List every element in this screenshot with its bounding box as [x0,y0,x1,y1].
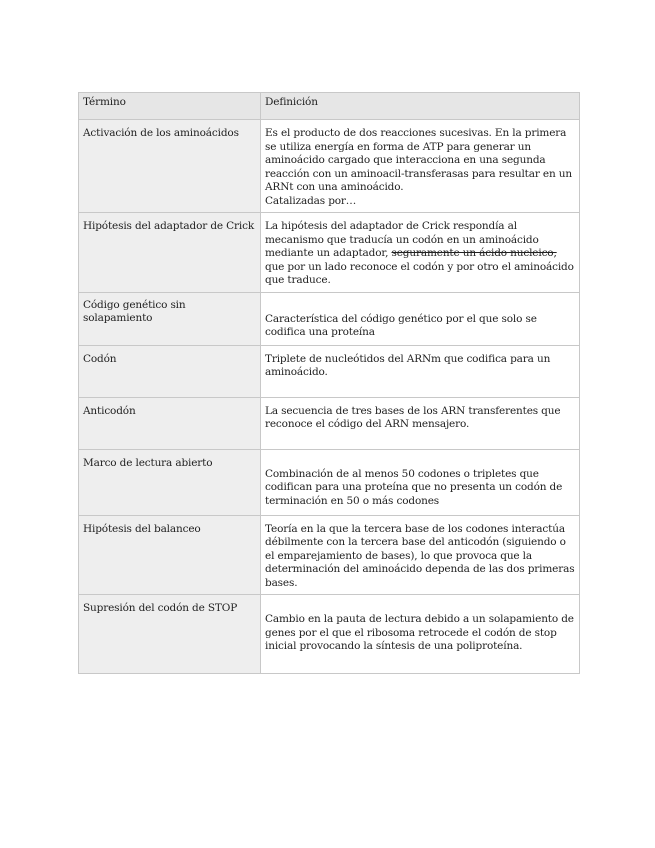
definition-strikethrough-text: seguramente un ácido nucleico, [391,247,557,259]
term-cell: Codón [79,345,261,397]
table-row [79,397,580,449]
term-cell: Supresión del codón de STOP [79,595,261,674]
definition-extra-text: Catalizadas por… [265,194,357,207]
header-term: Término [79,93,261,120]
definition-cell: Triplete de nucleótidos del ARNm que codifica para un aminoácido. [261,345,580,397]
term-cell: Código genético sin solapamiento [79,292,261,345]
glossary-table [78,92,580,674]
table-row [79,292,580,345]
definition-cell [261,213,580,293]
definition-cell: La secuencia de tres bases de los ARN transferentes que reconoce el código del ARN mensajero. [261,397,580,449]
table-header-row [79,93,580,120]
definition-cell [261,120,580,213]
table-row [79,213,580,293]
table-row [79,515,580,595]
term-cell: Hipótesis del adaptador de Crick [79,213,261,293]
definition-cell: Característica del código genético por el que solo se codifica una proteína [261,292,580,345]
definition-cell: Cambio en la pauta de lectura debido a un solapamiento de genes por el que el ribosoma retrocede el codón de stop inicial provocando la síntesis de una poliproteína. [261,595,580,674]
term-cell: Hipótesis del balanceo [79,515,261,595]
table-row [79,120,580,213]
table-row [79,595,580,674]
definition-text: Es el producto de dos reacciones sucesivas. En la primera se utiliza energía en forma de ATP para generar un aminoácido cargado que interacciona en una segunda reacción con un aminoacil-transferasas para resultar en un ARNt con una aminoácido. [265,127,572,193]
definition-cell: Combinación de al menos 50 codones o tripletes que codifican para una proteína que no presenta un codón de terminación en 50 o más codones [261,449,580,515]
definition-text-pre: La hipótesis del adaptador de Crick respondía al mecanismo que traducía un codón en un aminoácido mediante un adaptador, [265,220,539,259]
definition-cell: Teoría en la que la tercera base de los codones interactúa débilmente con la tercera base del anticodón (siguiendo o el emparejamiento de bases), lo que provoca que la determinación del aminoácido dependa de las dos primeras bases. [261,515,580,595]
term-cell: Activación de los aminoácidos [79,120,261,213]
header-definition: Definición [261,93,580,120]
table-row [79,345,580,397]
term-cell: Marco de lectura abierto [79,449,261,515]
definition-text-post: que por un lado reconoce el codón y por otro el aminoácido que traduce. [265,260,574,286]
table-row [79,449,580,515]
term-cell: Anticodón [79,397,261,449]
